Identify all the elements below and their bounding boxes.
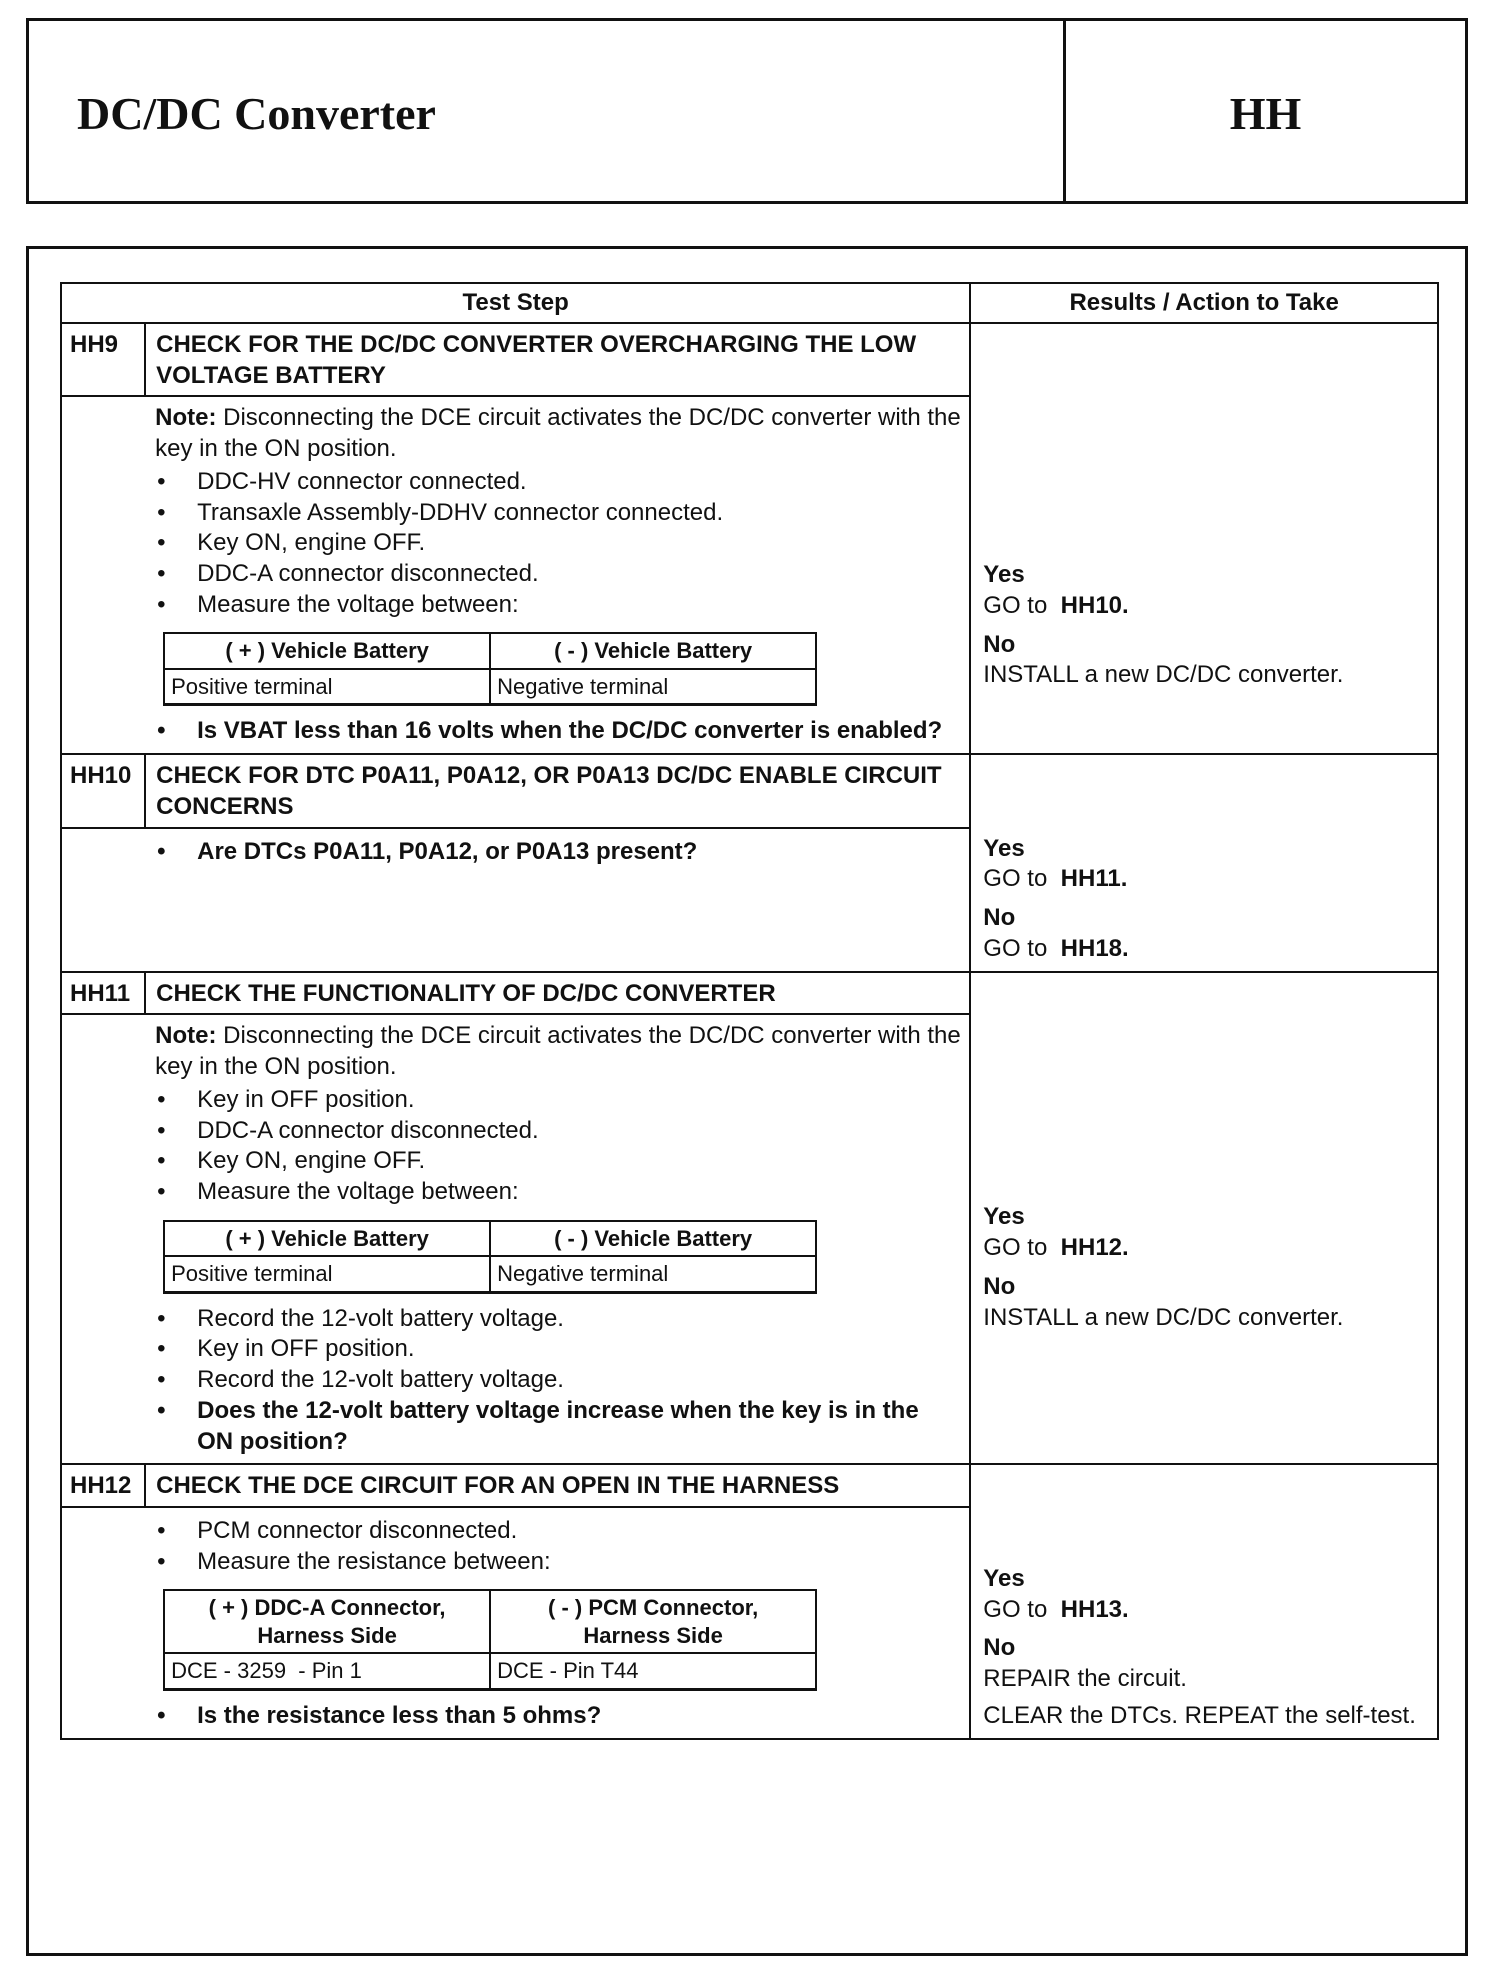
step-hh9-body: [145, 396, 970, 754]
step-id: HH9: [61, 323, 145, 396]
step-question: [155, 837, 961, 868]
go-to-target: HH18.: [1060, 934, 1129, 962]
bullet-item: • Key in OFF position.: [155, 1085, 961, 1116]
go-to-text: GO to: [983, 865, 1048, 893]
bullet-item: • Key ON, engine OFF.: [155, 528, 961, 559]
no-label: No: [983, 904, 1016, 932]
yes-action: [983, 1595, 1431, 1626]
no-label: No: [983, 1634, 1016, 1662]
go-to-text: GO to: [983, 934, 1048, 962]
table-header-row: [61, 283, 1438, 323]
meas-cell-negative: Negative terminal: [490, 669, 816, 705]
yes-action: [983, 1233, 1431, 1264]
meas-header-line: ( + ) DDC-A Connector,: [208, 1595, 446, 1621]
bullet-item: • Transaxle Assembly-DDHV connector connected.: [155, 498, 961, 529]
no-label: No: [983, 630, 1016, 658]
page-title: DC/DC Converter: [77, 88, 436, 139]
step-title: CHECK THE DCE CIRCUIT FOR AN OPEN IN THE HARNESS: [145, 1464, 970, 1507]
no-action: INSTALL a new DC/DC converter.: [983, 661, 1344, 689]
step-hh9-results: [970, 323, 1438, 754]
note-text: Disconnecting the DCE circuit activates the DC/DC converter with the key in the ON position.: [155, 404, 961, 463]
yes-label: Yes: [983, 834, 1025, 862]
step-hh11-results: [970, 972, 1438, 1465]
measurement-table: [163, 632, 817, 706]
yes-action: [983, 591, 1431, 622]
column-header-test-step: Test Step: [61, 283, 970, 323]
meas-header-positive: [164, 1590, 490, 1653]
step-hh12-body: [145, 1507, 970, 1739]
measurement-table: [163, 1589, 817, 1691]
no-action-2: CLEAR the DTCs. REPEAT the self-test.: [983, 1701, 1416, 1729]
step-hh10-results: [970, 754, 1438, 971]
meas-header-positive: ( + ) Vehicle Battery: [164, 1221, 490, 1257]
question-item: • Is the resistance less than 5 ohms?: [155, 1701, 961, 1732]
meas-header-line: ( - ) PCM Connector,: [548, 1595, 759, 1621]
bullet-item: • Record the 12-volt battery voltage.: [155, 1365, 961, 1396]
no-label: No: [983, 1272, 1016, 1300]
measurement-table: [163, 1220, 817, 1294]
go-to-target: HH10.: [1060, 592, 1129, 620]
column-header-results: Results / Action to Take: [970, 283, 1438, 323]
meas-header-line: Harness Side: [583, 1622, 723, 1648]
bullet-item: • Measure the voltage between:: [155, 1177, 961, 1208]
meas-header-negative: [490, 1590, 816, 1653]
step-id: HH10: [61, 754, 145, 827]
meas-header-line: Harness Side: [257, 1622, 397, 1648]
go-to-target: HH11.: [1060, 865, 1128, 893]
step-bullets: [155, 1516, 961, 1577]
go-to-text: GO to: [983, 1595, 1048, 1623]
step-title: CHECK FOR DTC P0A11, P0A12, OR P0A13 DC/DC ENABLE CIRCUIT CONCERNS: [145, 754, 970, 827]
step-title: CHECK FOR THE DC/DC CONVERTER OVERCHARGING THE LOW VOLTAGE BATTERY: [145, 323, 970, 396]
note-label: Note:: [155, 1022, 217, 1050]
question-item: • Is VBAT less than 16 volts when the DC/DC converter is enabled?: [155, 716, 961, 747]
meas-header-negative: ( - ) Vehicle Battery: [490, 1221, 816, 1257]
bullet-item: • Measure the voltage between:: [155, 590, 961, 621]
test-step-table: [60, 282, 1439, 1740]
yes-label: Yes: [983, 1203, 1025, 1231]
step-hh10-title-row: [61, 754, 1438, 827]
bullet-item: • Key ON, engine OFF.: [155, 1146, 961, 1177]
bullet-item: • PCM connector disconnected.: [155, 1516, 961, 1547]
note-text: Disconnecting the DCE circuit activates the DC/DC converter with the key in the ON position.: [155, 1022, 961, 1081]
step-question: [155, 1701, 961, 1732]
note: [155, 403, 961, 464]
step-bullets: [155, 467, 961, 621]
step-id: HH12: [61, 1464, 145, 1507]
no-action: INSTALL a new DC/DC converter.: [983, 1303, 1344, 1331]
question-item: • Are DTCs P0A11, P0A12, or P0A13 present?: [155, 837, 961, 868]
bullet-item: • DDC-A connector disconnected.: [155, 559, 961, 590]
meas-header-negative: ( - ) Vehicle Battery: [490, 633, 816, 669]
yes-label: Yes: [983, 1565, 1025, 1593]
go-to-text: GO to: [983, 1234, 1048, 1262]
meas-cell-positive: Positive terminal: [164, 669, 490, 705]
bullet-item: • Measure the resistance between:: [155, 1547, 961, 1578]
go-to-target: HH12.: [1060, 1234, 1129, 1262]
go-to-target: HH13.: [1060, 1595, 1129, 1623]
step-bullets: [155, 1304, 961, 1458]
yes-label: Yes: [983, 561, 1025, 589]
step-id: HH11: [61, 972, 145, 1015]
step-hh9-title-row: [61, 323, 1438, 396]
note: [155, 1021, 961, 1082]
bullet-item: • DDC-A connector disconnected.: [155, 1116, 961, 1147]
meas-cell-positive: DCE - 3259 - Pin 1: [164, 1653, 490, 1689]
note-label: Note:: [155, 404, 217, 432]
no-action: [983, 934, 1431, 965]
bullet-item: • DDC-HV connector connected.: [155, 467, 961, 498]
section-code: HH: [1229, 88, 1302, 139]
step-bullets: [155, 1085, 961, 1208]
step-hh11-body: [145, 1014, 970, 1464]
step-hh10-body: [145, 828, 970, 972]
meas-cell-negative: Negative terminal: [490, 1256, 816, 1292]
step-question: [155, 716, 961, 747]
bullet-item: • Key in OFF position.: [155, 1334, 961, 1365]
go-to-text: GO to: [983, 592, 1048, 620]
step-hh12-results: [970, 1464, 1438, 1738]
header-box: [26, 18, 1468, 204]
no-action: REPAIR the circuit.: [983, 1665, 1187, 1693]
bullet-item: • Record the 12-volt battery voltage.: [155, 1304, 961, 1335]
question-item: • Does the 12-volt battery voltage increase when the key is in the ON position?: [155, 1396, 961, 1457]
step-title: CHECK THE FUNCTIONALITY OF DC/DC CONVERTER: [145, 972, 970, 1015]
meas-header-positive: ( + ) Vehicle Battery: [164, 633, 490, 669]
meas-cell-negative: DCE - Pin T44: [490, 1653, 816, 1689]
meas-cell-positive: Positive terminal: [164, 1256, 490, 1292]
step-hh11-title-row: [61, 972, 1438, 1015]
yes-action: [983, 864, 1431, 895]
step-hh12-title-row: [61, 1464, 1438, 1507]
